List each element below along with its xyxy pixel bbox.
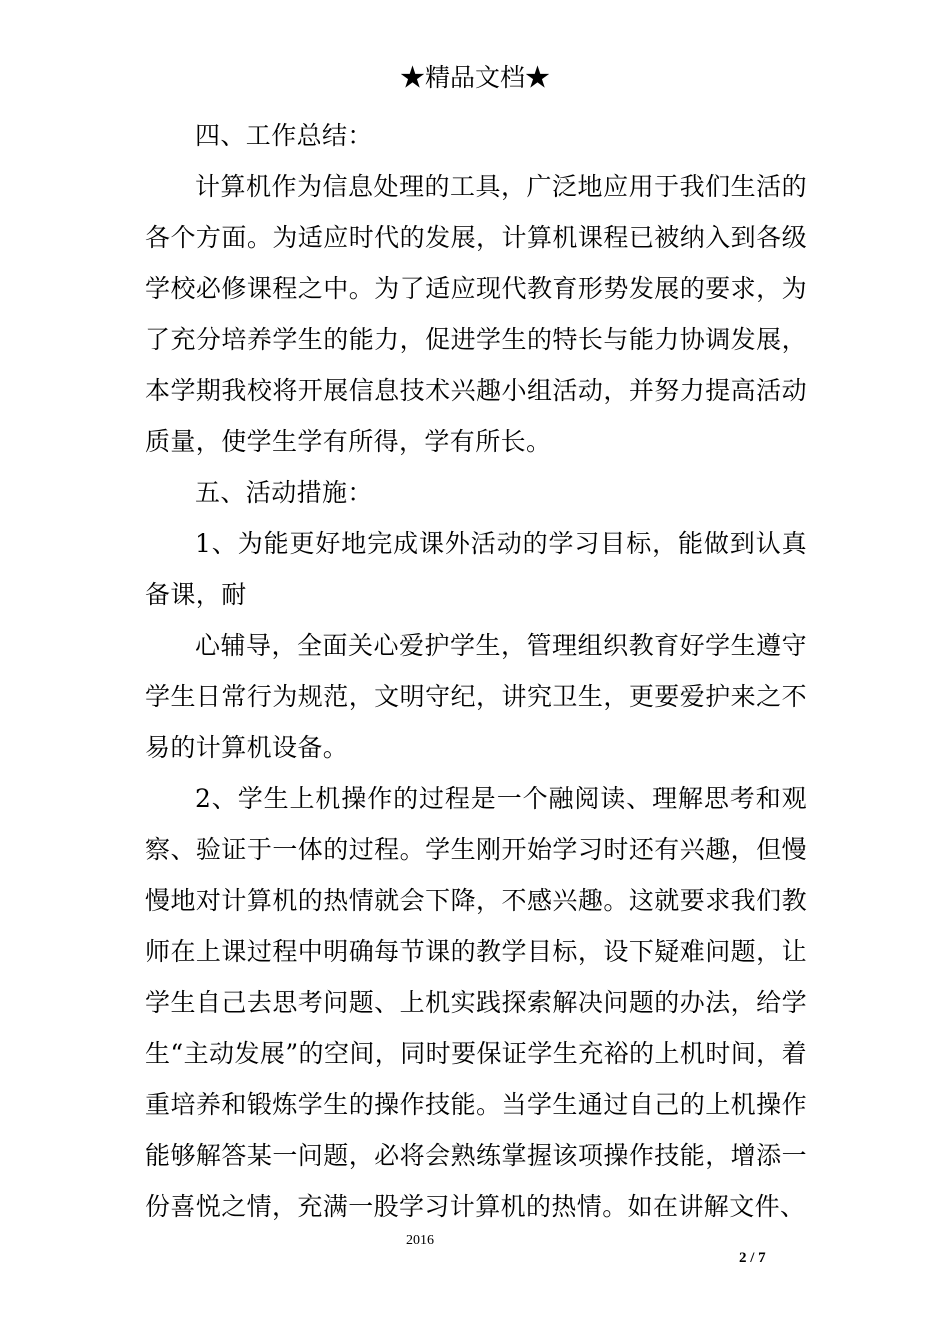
section-heading-work-summary: 四、工作总结： [195,121,373,150]
page-number: 2 / 7 [739,1250,766,1266]
paragraph-measure-1-continued: 心辅导，全面关心爱护学生，管理组织教育好学生遵守学生日常行为规范，文明守纪，讲究卫生，更要爱护来之不易的计算机设备。 [145,631,807,762]
document-body [145,110,807,1232]
document-header-title: ★精品文档★ [399,63,550,92]
paragraph-measure-2: 2、学生上机操作的过程是一个融阅读、理解思考和观察、验证于一体的过程。学生刚开始学习时还有兴趣，但慢慢地对计算机的热情就会下降，不感兴趣。这就要求我们教师在上课过程中明确每节课的教学目标，设下疑难问题，让学生自己去思考问题、上机实践探索解决问题的办法，给学生“主动发展”的空间，同时要保证学生充裕的上机时间，着重培养和锻炼学生的操作技能。当学生通过自己的上机操作能够解答某一问题，必将会熟练掌握该项操作技能，增添一份喜悦之情，充满一股学习计算机的热情。如在讲解文件、 [145,784,807,1221]
paragraph-work-summary: 计算机作为信息处理的工具，广泛地应用于我们生活的各个方面。为适应时代的发展，计算机课程已被纳入到各级学校必修课程之中。为了适应现代教育形势发展的要求，为了充分培养学生的能力，促进学生的特长与能力协调发展，本学期我校将开展信息技术兴趣小组活动，并努力提高活动质量，使学生学有所得，学有所长。 [145,172,807,456]
footer-year: 2016 [406,1233,434,1248]
paragraph-measure-1-start: 1、为能更好地完成课外活动的学习目标，能做到认真备课，耐 [145,529,807,609]
section-heading-activity-measures: 五、活动措施： [195,478,373,507]
